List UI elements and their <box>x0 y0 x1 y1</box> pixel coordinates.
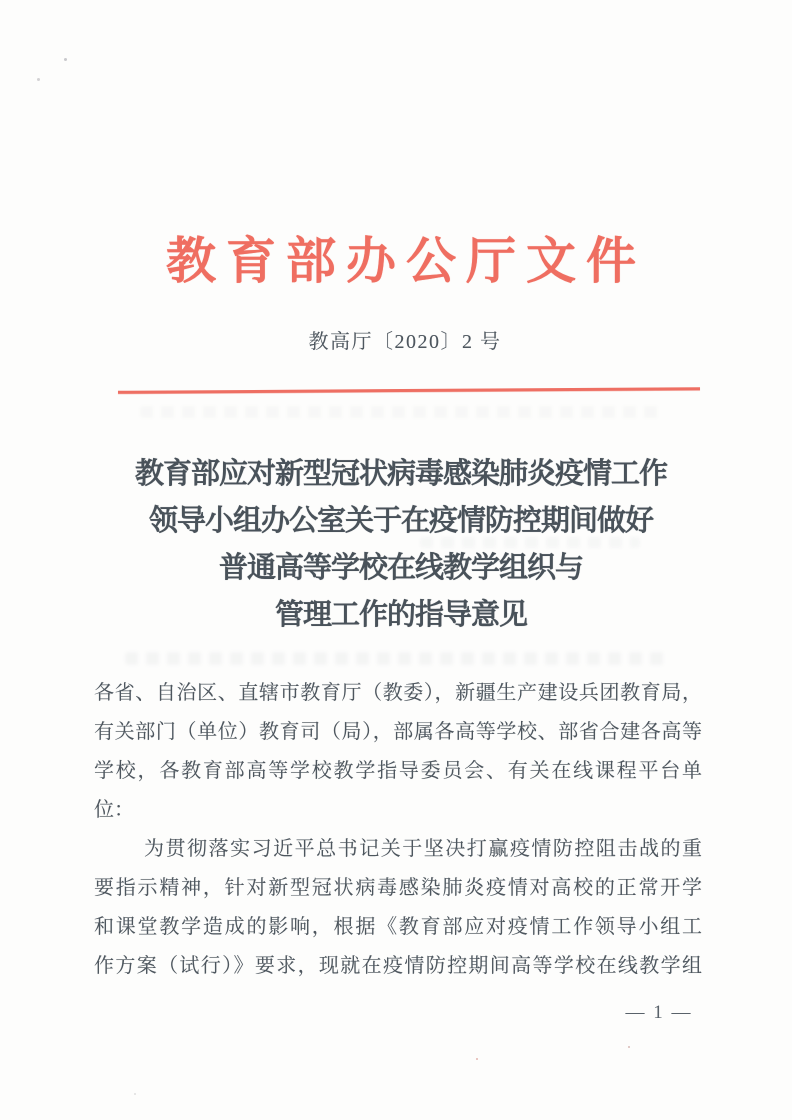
scan-dust-speck <box>476 1058 478 1060</box>
body-text-line: 作方案（试行）》要求，现就在疫情防控期间高等学校在线教学组 <box>94 955 702 977</box>
body-text-line: 要指示精神，针对新型冠状病毒感染肺炎疫情对高校的正常开学 <box>94 877 702 899</box>
scan-dust-speck <box>628 1046 630 1048</box>
body-text-line: 为贯彻落实习近平总书记关于坚决打赢疫情防控阻击战的重 <box>144 838 702 860</box>
body-text-line: 和课堂教学造成的影响，根据《教育部应对疫情工作领导小组工 <box>94 916 702 938</box>
document-number: 教高厅〔2020〕2 号 <box>308 331 502 353</box>
body-text-line: 位： <box>94 799 134 821</box>
body-text-line: 学校，各教育部高等学校教学指导委员会、有关在线课程平台单 <box>94 760 702 782</box>
ink-bleedthrough-artifact <box>125 652 670 665</box>
body-text-line: 有关部门（单位）教育司（局），部属各高等学校、部省合建各高等 <box>94 721 702 743</box>
document-title-line: 教育部应对新型冠状病毒感染肺炎疫情工作 <box>134 458 667 490</box>
document-title-line: 普通高等学校在线教学组织与 <box>218 552 583 584</box>
document-title <box>10 451 792 639</box>
scan-dust-speck <box>134 1093 136 1095</box>
body-text-line: 各省、自治区、直辖市教育厅（教委），新疆生产建设兵团教育局， <box>94 682 702 704</box>
scan-dust-speck <box>37 78 40 81</box>
ink-bleedthrough-artifact <box>420 537 640 548</box>
ink-bleedthrough-artifact <box>140 406 660 418</box>
letterhead-divider-rule <box>118 387 700 394</box>
page-number: — 1 — <box>625 1002 693 1023</box>
letterhead-title: 教育部办公厅文件 <box>166 233 646 289</box>
document-body <box>94 674 702 986</box>
scan-dust-speck <box>64 58 67 61</box>
document-title-line: 管理工作的指导意见 <box>274 599 527 631</box>
document-title-line: 领导小组办公室关于在疫情防控期间做好 <box>148 505 653 537</box>
